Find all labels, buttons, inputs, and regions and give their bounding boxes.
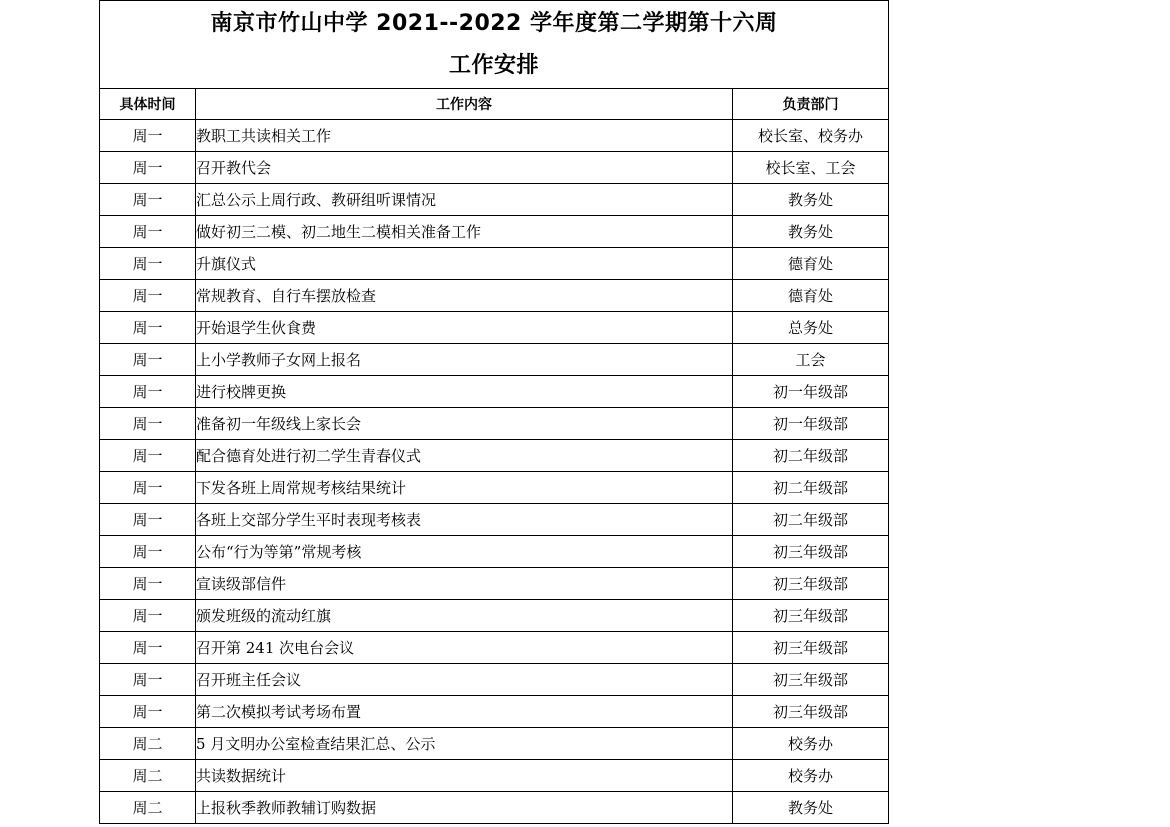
- table-row: [100, 760, 889, 792]
- task-cell: 升旗仪式: [196, 248, 733, 280]
- table-row: [100, 664, 889, 696]
- time-cell: 周二: [100, 792, 196, 824]
- dept-cell: 初二年级部: [733, 504, 889, 536]
- task-cell: 第二次模拟考试考场布置: [196, 696, 733, 728]
- dept-cell: 总务处: [733, 312, 889, 344]
- task-cell: 各班上交部分学生平时表现考核表: [196, 504, 733, 536]
- task-cell: 配合德育处进行初二学生青春仪式: [196, 440, 733, 472]
- task-cell: 5 月文明办公室检查结果汇总、公示: [196, 728, 733, 760]
- time-cell: 周一: [100, 472, 196, 504]
- time-cell: 周一: [100, 664, 196, 696]
- time-cell: 周一: [100, 344, 196, 376]
- task-cell: 进行校牌更换: [196, 376, 733, 408]
- task-cell: 做好初三二模、初二地生二模相关准备工作: [196, 216, 733, 248]
- time-cell: 周一: [100, 120, 196, 152]
- dept-cell: 教务处: [733, 792, 889, 824]
- task-cell: 颁发班级的流动红旗: [196, 600, 733, 632]
- table-row: [100, 472, 889, 504]
- time-cell: 周一: [100, 216, 196, 248]
- task-cell: 下发各班上周常规考核结果统计: [196, 472, 733, 504]
- task-cell: 召开第 241 次电台会议: [196, 632, 733, 664]
- table-row: [100, 376, 889, 408]
- task-cell: 上报秋季教师教辅订购数据: [196, 792, 733, 824]
- time-cell: 周一: [100, 632, 196, 664]
- task-cell: 上小学教师子女网上报名: [196, 344, 733, 376]
- table-row: [100, 312, 889, 344]
- dept-cell: 初二年级部: [733, 440, 889, 472]
- table-row: [100, 792, 889, 824]
- table-row: [100, 152, 889, 184]
- time-cell: 周一: [100, 440, 196, 472]
- table-row: [100, 216, 889, 248]
- task-cell: 汇总公示上周行政、教研组听课情况: [196, 184, 733, 216]
- task-cell: 共读数据统计: [196, 760, 733, 792]
- time-cell: 周一: [100, 248, 196, 280]
- task-cell: 常规教育、自行车摆放检查: [196, 280, 733, 312]
- dept-cell: 校长室、校务办: [733, 120, 889, 152]
- table-row: [100, 344, 889, 376]
- dept-cell: 初三年级部: [733, 600, 889, 632]
- table-row: [100, 536, 889, 568]
- time-cell: 周二: [100, 760, 196, 792]
- task-cell: 公布“行为等第”常规考核: [196, 536, 733, 568]
- dept-cell: 初三年级部: [733, 568, 889, 600]
- schedule-table: [99, 0, 889, 824]
- time-cell: 周一: [100, 312, 196, 344]
- time-cell: 周一: [100, 376, 196, 408]
- table-row: [100, 184, 889, 216]
- dept-cell: 初三年级部: [733, 664, 889, 696]
- dept-cell: 校长室、工会: [733, 152, 889, 184]
- task-cell: 教职工共读相关工作: [196, 120, 733, 152]
- time-cell: 周一: [100, 696, 196, 728]
- time-cell: 周二: [100, 728, 196, 760]
- table-row: [100, 504, 889, 536]
- dept-cell: 初三年级部: [733, 632, 889, 664]
- header-time: 具体时间: [100, 89, 196, 120]
- table-row: [100, 440, 889, 472]
- task-cell: 宣读级部信件: [196, 568, 733, 600]
- table-row: [100, 408, 889, 440]
- task-cell: 开始退学生伙食费: [196, 312, 733, 344]
- table-row: [100, 632, 889, 664]
- table-row: [100, 568, 889, 600]
- time-cell: 周一: [100, 600, 196, 632]
- table-row: [100, 280, 889, 312]
- schedule-document: [99, 0, 888, 824]
- dept-cell: 初一年级部: [733, 376, 889, 408]
- dept-cell: 校务办: [733, 728, 889, 760]
- dept-cell: 初二年级部: [733, 472, 889, 504]
- task-cell: 准备初一年级线上家长会: [196, 408, 733, 440]
- document-subtitle: 工作安排: [449, 52, 540, 78]
- header-dept: 负责部门: [733, 89, 889, 120]
- table-row: [100, 728, 889, 760]
- table-row: [100, 120, 889, 152]
- table-row: [100, 600, 889, 632]
- time-cell: 周一: [100, 568, 196, 600]
- table-row: [100, 248, 889, 280]
- title-cell: [100, 1, 889, 89]
- time-cell: 周一: [100, 280, 196, 312]
- header-content: 工作内容: [196, 89, 733, 120]
- dept-cell: 工会: [733, 344, 889, 376]
- time-cell: 周一: [100, 184, 196, 216]
- dept-cell: 德育处: [733, 248, 889, 280]
- dept-cell: 校务办: [733, 760, 889, 792]
- title-row: [100, 1, 889, 89]
- time-cell: 周一: [100, 504, 196, 536]
- task-cell: 召开班主任会议: [196, 664, 733, 696]
- header-row: [100, 89, 889, 120]
- dept-cell: 初三年级部: [733, 696, 889, 728]
- dept-cell: 初三年级部: [733, 536, 889, 568]
- dept-cell: 教务处: [733, 216, 889, 248]
- dept-cell: 初一年级部: [733, 408, 889, 440]
- table-row: [100, 696, 889, 728]
- dept-cell: 教务处: [733, 184, 889, 216]
- dept-cell: 德育处: [733, 280, 889, 312]
- document-title: 南京市竹山中学 2021--2022 学年度第二学期第十六周: [210, 10, 778, 36]
- time-cell: 周一: [100, 152, 196, 184]
- time-cell: 周一: [100, 536, 196, 568]
- time-cell: 周一: [100, 408, 196, 440]
- task-cell: 召开教代会: [196, 152, 733, 184]
